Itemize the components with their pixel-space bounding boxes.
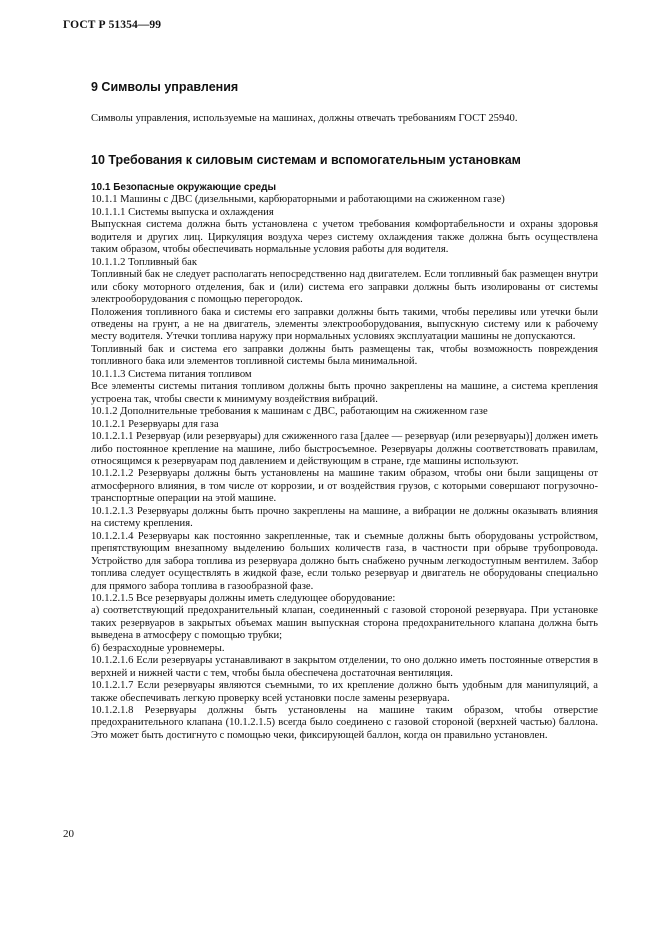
paragraph: 10.1.2.1.4 Резервуары как постоянно закрепленные, так и съемные должны быть оборудованы устройством, препятствующим внезапному выделению больших количеств газа, в частности при обрыве трубопровода. Устройство для забора топлива из резервуара должно быть снабжено ручным легкодоступным вентилем. Забор топлива следует осуществлять в жидкой фазе, если только резервуар и двигатель не оборудованы специально для прямого забора топлива в газообразной фазе. [91, 530, 598, 592]
paragraph: 10.1.2.1.3 Резервуары должны быть прочно закреплены на машине, а вибрации не должны оказывать влияния на систему крепления. [91, 505, 598, 530]
paragraph: 10.1.2.1.8 Резервуары должны быть установлены на машине таким образом, чтобы отверстие предохранительного клапана (10.1.2.1.5) всегда было соединено с газовой стороной (верхней частью) баллона. Это может быть достигнуто с помощью чеки, фиксирующей баллон, когда он правильно установлен. [91, 705, 598, 741]
paragraph: Топливный бак не следует располагать непосредственно над двигателем. Если топливный бак размещен внутри или сбоку моторного отделения, бак и (или) система его заправки должны быть изолированы от системы электрооборудования с помощью перегородок. [91, 269, 598, 306]
paragraph: 10.1.2.1.7 Если резервуары являются съемными, то их крепление должно быть удобным для манипуляций, а также обеспечивать легкую проверку всей установки после замены резервуара. [91, 680, 598, 704]
paragraph: 10.1.2.1.6 Если резервуары устанавливают в закрытом отделении, то оно должно иметь постоянные отверстия в верхней и нижней части с тем, чтобы была обеспечена достаточная вентиляция. [91, 655, 598, 679]
document-header: ГОСТ Р 51354—99 [63, 19, 162, 31]
paragraph: Все элементы системы питания топливом должны быть прочно закреплены на машине, а система крепления устроена так, чтобы свести к минимуму воздействия вибраций. [91, 381, 598, 405]
paragraph: 10.1.1 Машины с ДВС (дизельными, карбюраторными и работающими на сжиженном газе) [91, 194, 505, 206]
paragraph: 10.1.2.1.1 Резервуар (или резервуары) для сжиженного газа [далее — резервуар (или резервуары)] должен иметь либо постоянное крепление на машине, либо быстросъемное. Резервуары должны соответствовать правилам, относящимся к резервуарам под давлением и действующим в стране, где машины используют. [91, 431, 598, 467]
paragraph: б) безрасходные уровнемеры. [91, 642, 225, 654]
paragraph: 10.1.2.1.5 Все резервуары должны иметь следующее оборудование: [91, 592, 396, 604]
page-number: 20 [63, 828, 74, 840]
paragraph: 10.1 Безопасные окружающие среды [91, 182, 277, 193]
paragraph: Выпускная система должна быть установлена с учетом требования комфортабельности и охраны здоровья водителя и других лиц. Циркуляция воздуха через систему охлаждения также должна быть осуществлена таким образом, чтобы обеспечивать нормальные условия работы для водителя. [91, 219, 598, 256]
paragraph: Положения топливного бака и системы его заправки должны быть такими, чтобы переливы или утечки были отведены на грунт, а не на двигатель, элементы электрооборудования, выпускную систему или к рабочему месту водителя. Утечки топлива наружу при нормальных условиях эксплуатации машины не допускаются. [91, 306, 598, 343]
paragraph: 10.1.2.1.2 Резервуары должны быть установлены на машине таким образом, чтобы они были защищены от атмосферного влияния, в том числе от коррозии, и от воздействия грузов, с которыми совершают погрузочно-транспортные операции на этой машине. [91, 468, 598, 505]
paragraph: а) соответствующий предохранительный клапан, соединенный с газовой стороной резервуара. При установке таких резервуаров в закрытых объемах машин выпускная сторона предохранительного клапана должна быть выведена в атмосферу с помощью трубки; [91, 605, 598, 642]
paragraph: 10.1.1.3 Система питания топливом [91, 368, 252, 380]
paragraph: 10.1.1.2 Топливный бак [91, 256, 198, 268]
section-9-text: Символы управления, используемые на машинах, должны отвечать требованиям ГОСТ 25940. [91, 113, 518, 124]
section-10-body [91, 182, 598, 742]
paragraph: 10.1.1.1 Системы выпуска и охлаждения [91, 206, 274, 218]
section-9-title: 9 Символы управления [91, 80, 239, 94]
paragraph: 10.1.2 Дополнительные требования к машинам с ДВС, работающим на сжиженном газе [91, 406, 488, 418]
paragraph: 10.1.2.1 Резервуары для газа [91, 418, 219, 430]
section-10-title: 10 Требования к силовым системам и вспомогательным установкам [91, 153, 521, 167]
paragraph: Топливный бак и система его заправки должны быть размещены так, чтобы возможность повреждения топливного бака или элементов топливной системы была минимальной. [91, 343, 598, 368]
